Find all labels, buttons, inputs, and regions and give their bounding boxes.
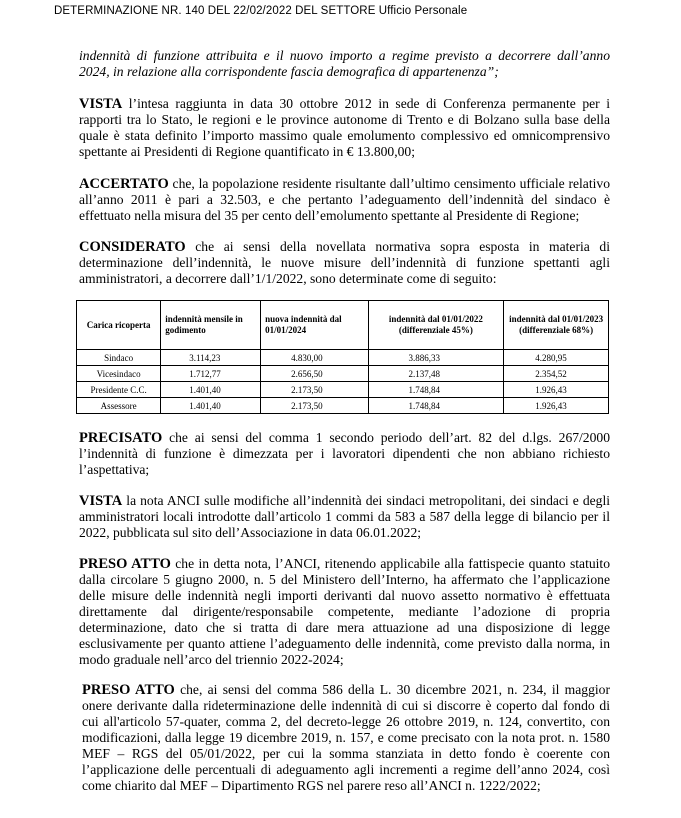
- intro-line: 2024, in relazione alla corrispondente fascia demografica di appartenenza”;: [79, 64, 499, 79]
- table-cell: 4.830,00: [261, 350, 368, 366]
- paragraph-line: esclusivamente per quanto attiene l’adeguamento delle indennità, come previsto dalla norma, in: [79, 636, 610, 651]
- paragraph-line: modo graduale nell’arco del triennio 2022-2024;: [79, 652, 344, 667]
- header-indennita-godimento: indennità mensile in godimento: [161, 301, 261, 350]
- paragraph-line: rapporti tra lo Stato, le regioni e le province autonome di Trento e di Bolzano sulla base della: [79, 112, 610, 127]
- table-header-row: [77, 301, 609, 350]
- paragraph-line: amministratori, a decorrere dall’1/1/2022, sono determinate come di seguito:: [79, 271, 497, 286]
- paragraph-line: delle misure delle indennità negli importi derivanti dal nuovo assetto normativo è effettuata: [79, 588, 610, 603]
- paragraph-lead: PRESO ATTO: [82, 682, 175, 698]
- vista-paragraph-2: [79, 493, 610, 541]
- paragraph-line: determinazione dell’indennità, le nuove misure dell’indennità di funzione spettanti agli: [79, 255, 610, 270]
- table-cell: 3.114,23: [161, 350, 261, 366]
- table-cell: 2.173,50: [261, 398, 368, 414]
- accertato-paragraph: [79, 176, 610, 224]
- paragraph-text: che ai sensi del comma 1 secondo periodo dell’art. 82 del d.lgs. 267/2000: [162, 430, 610, 445]
- table-cell: Presidente C.C.: [77, 382, 161, 398]
- intro-paragraph: [79, 48, 610, 80]
- preso-atto-paragraph-1: [79, 556, 610, 668]
- paragraph-lead: VISTA: [79, 493, 123, 509]
- paragraph-lead: PRECISATO: [79, 430, 163, 446]
- header-carica: Carica ricoperta: [77, 301, 161, 350]
- paragraph-line: [79, 493, 610, 509]
- table-cell: 1.748,84: [368, 382, 504, 398]
- paragraph-text: che, ai sensi del comma 586 della L. 30 dicembre 2021, n. 234, il maggior: [174, 682, 610, 697]
- header-indennita-2023: indennità dal 01/01/2023 (differenziale 68%): [504, 301, 609, 350]
- precisato-paragraph: [79, 430, 610, 478]
- paragraph-line: [82, 682, 610, 698]
- intro-line: indennità di funzione attribuita e il nuovo importo a regime previsto a decorrere dall’anno: [79, 48, 610, 63]
- table-cell: 1.926,43: [504, 398, 609, 414]
- table-cell: Vicesindaco: [77, 366, 161, 382]
- paragraph-line: spettante ai Presidenti di Regione quantificato in € 13.800,00;: [79, 144, 416, 159]
- table-row: [77, 366, 609, 382]
- table-cell: 1.926,43: [504, 382, 609, 398]
- preso-atto-paragraph-2: [82, 682, 610, 794]
- considerato-paragraph: [79, 239, 610, 287]
- table-cell: 4.280,95: [504, 350, 609, 366]
- header-indennita-2022: indennità dal 01/01/2022 (differenziale 45%): [368, 301, 504, 350]
- paragraph-line: quale è stata definito l’importo massimo quale emolumento complessivo ed omnicomprensivo: [79, 128, 610, 143]
- paragraph-line: dalla circolare 5 giugno 2000, n. 5 del Ministero dell’Interno, ha affermato che l’applicazione: [79, 572, 610, 587]
- paragraph-line: MEF – RGS del 05/01/2022, per cui la somma stanziata in detto fondo è coerente con: [82, 746, 610, 761]
- table-cell: 1.712,77: [161, 366, 261, 382]
- table-cell: 2.656,50: [261, 366, 368, 382]
- paragraph-line: l’indennità di funzione è dimezzata per i lavoratori dipendenti che non abbiano richiesto: [79, 446, 610, 461]
- table-row: [77, 382, 609, 398]
- indennita-table: [76, 300, 609, 414]
- table-cell: Assessore: [77, 398, 161, 414]
- paragraph-line: [79, 96, 610, 112]
- paragraph-line: cui all'articolo 57-quater, comma 2, del decreto-legge 26 ottobre 2019, n. 124, convertito, con: [82, 714, 610, 729]
- paragraph-line: onere derivante dalla rideterminazione delle indennità di cui si discorre è coperto dal fondo di: [82, 698, 610, 713]
- table-cell: 2.137,48: [368, 366, 504, 382]
- paragraph-line: l’aspettativa;: [79, 462, 150, 477]
- paragraph-line: modificazioni, dalla legge 19 dicembre 2019, n. 157, e come precisato con la nota prot. n. 1580: [82, 730, 610, 745]
- paragraph-lead: CONSIDERATO: [79, 239, 186, 255]
- paragraph-line: [79, 176, 610, 192]
- paragraph-line: come chiarito dal MEF – Dipartimento RGS nel parere reso all’ANCI n. 1222/2022;: [82, 778, 541, 793]
- paragraph-line: determinazione, dato che si tratta di dare mera attuazione ad una disposizione di legge: [79, 620, 610, 635]
- paragraph-line: l’applicazione delle percentuali di adeguamento agli incrementi a regime dell’anno 2024, così: [82, 762, 610, 777]
- paragraph-text: che ai sensi della novellata normativa sopra esposta in materia di: [185, 239, 610, 254]
- document-header: DETERMINAZIONE NR. 140 DEL 22/02/2022 DEL SETTORE Ufficio Personale: [54, 5, 468, 17]
- paragraph-line: direttamente dal dirigente/responsabile competente, mediante l’adozione di propria: [79, 604, 610, 619]
- table-cell: 1.748,84: [368, 398, 504, 414]
- paragraph-lead: PRESO ATTO: [79, 556, 171, 572]
- paragraph-text: la nota ANCI sulle modifiche all’indennità dei sindaci metropolitani, dei sindaci e degli: [122, 493, 610, 508]
- table-row: [77, 398, 609, 414]
- paragraph-line: 2022, pubblicata sul sito dell’Associazione in data 06.01.2022;: [79, 525, 422, 540]
- paragraph-lead: VISTA: [79, 96, 123, 112]
- table-cell: 1.401,40: [161, 382, 261, 398]
- paragraph-line: [79, 430, 610, 446]
- table-cell: Sindaco: [77, 350, 161, 366]
- table-cell: 3.886,33: [368, 350, 504, 366]
- paragraph-line: all’anno 2011 è pari a 32.503, e che pertanto l’adeguamento dell’indennità del sindaco è: [79, 192, 610, 207]
- paragraph-line: [79, 556, 610, 572]
- paragraph-lead: ACCERTATO: [79, 176, 169, 192]
- table-row: [77, 350, 609, 366]
- vista-paragraph-1: [79, 96, 610, 160]
- paragraph-line: [79, 239, 610, 255]
- paragraph-text: che, la popolazione residente risultante dall’ultimo censimento ufficiale relativo: [168, 176, 610, 191]
- paragraph-line: effettuato nella misura del 35 per cento dell’emolumento spettante al Presidente di Regione;: [79, 208, 580, 223]
- table-cell: 2.173,50: [261, 382, 368, 398]
- paragraph-text: che in detta nota, l’ANCI, ritenendo applicabile alla fattispecie quanto statuito: [170, 556, 610, 571]
- paragraph-text: l’intesa raggiunta in data 30 ottobre 2012 in sede di Conferenza permanente per i: [122, 96, 610, 111]
- paragraph-line: amministratori locali introdotte dall’articolo 1 commi da 583 a 587 della legge di bilancio per il: [79, 509, 610, 524]
- header-nuova-indennita: nuova indennità dal 01/01/2024: [261, 301, 368, 350]
- table-cell: 1.401,40: [161, 398, 261, 414]
- table-cell: 2.354,52: [504, 366, 609, 382]
